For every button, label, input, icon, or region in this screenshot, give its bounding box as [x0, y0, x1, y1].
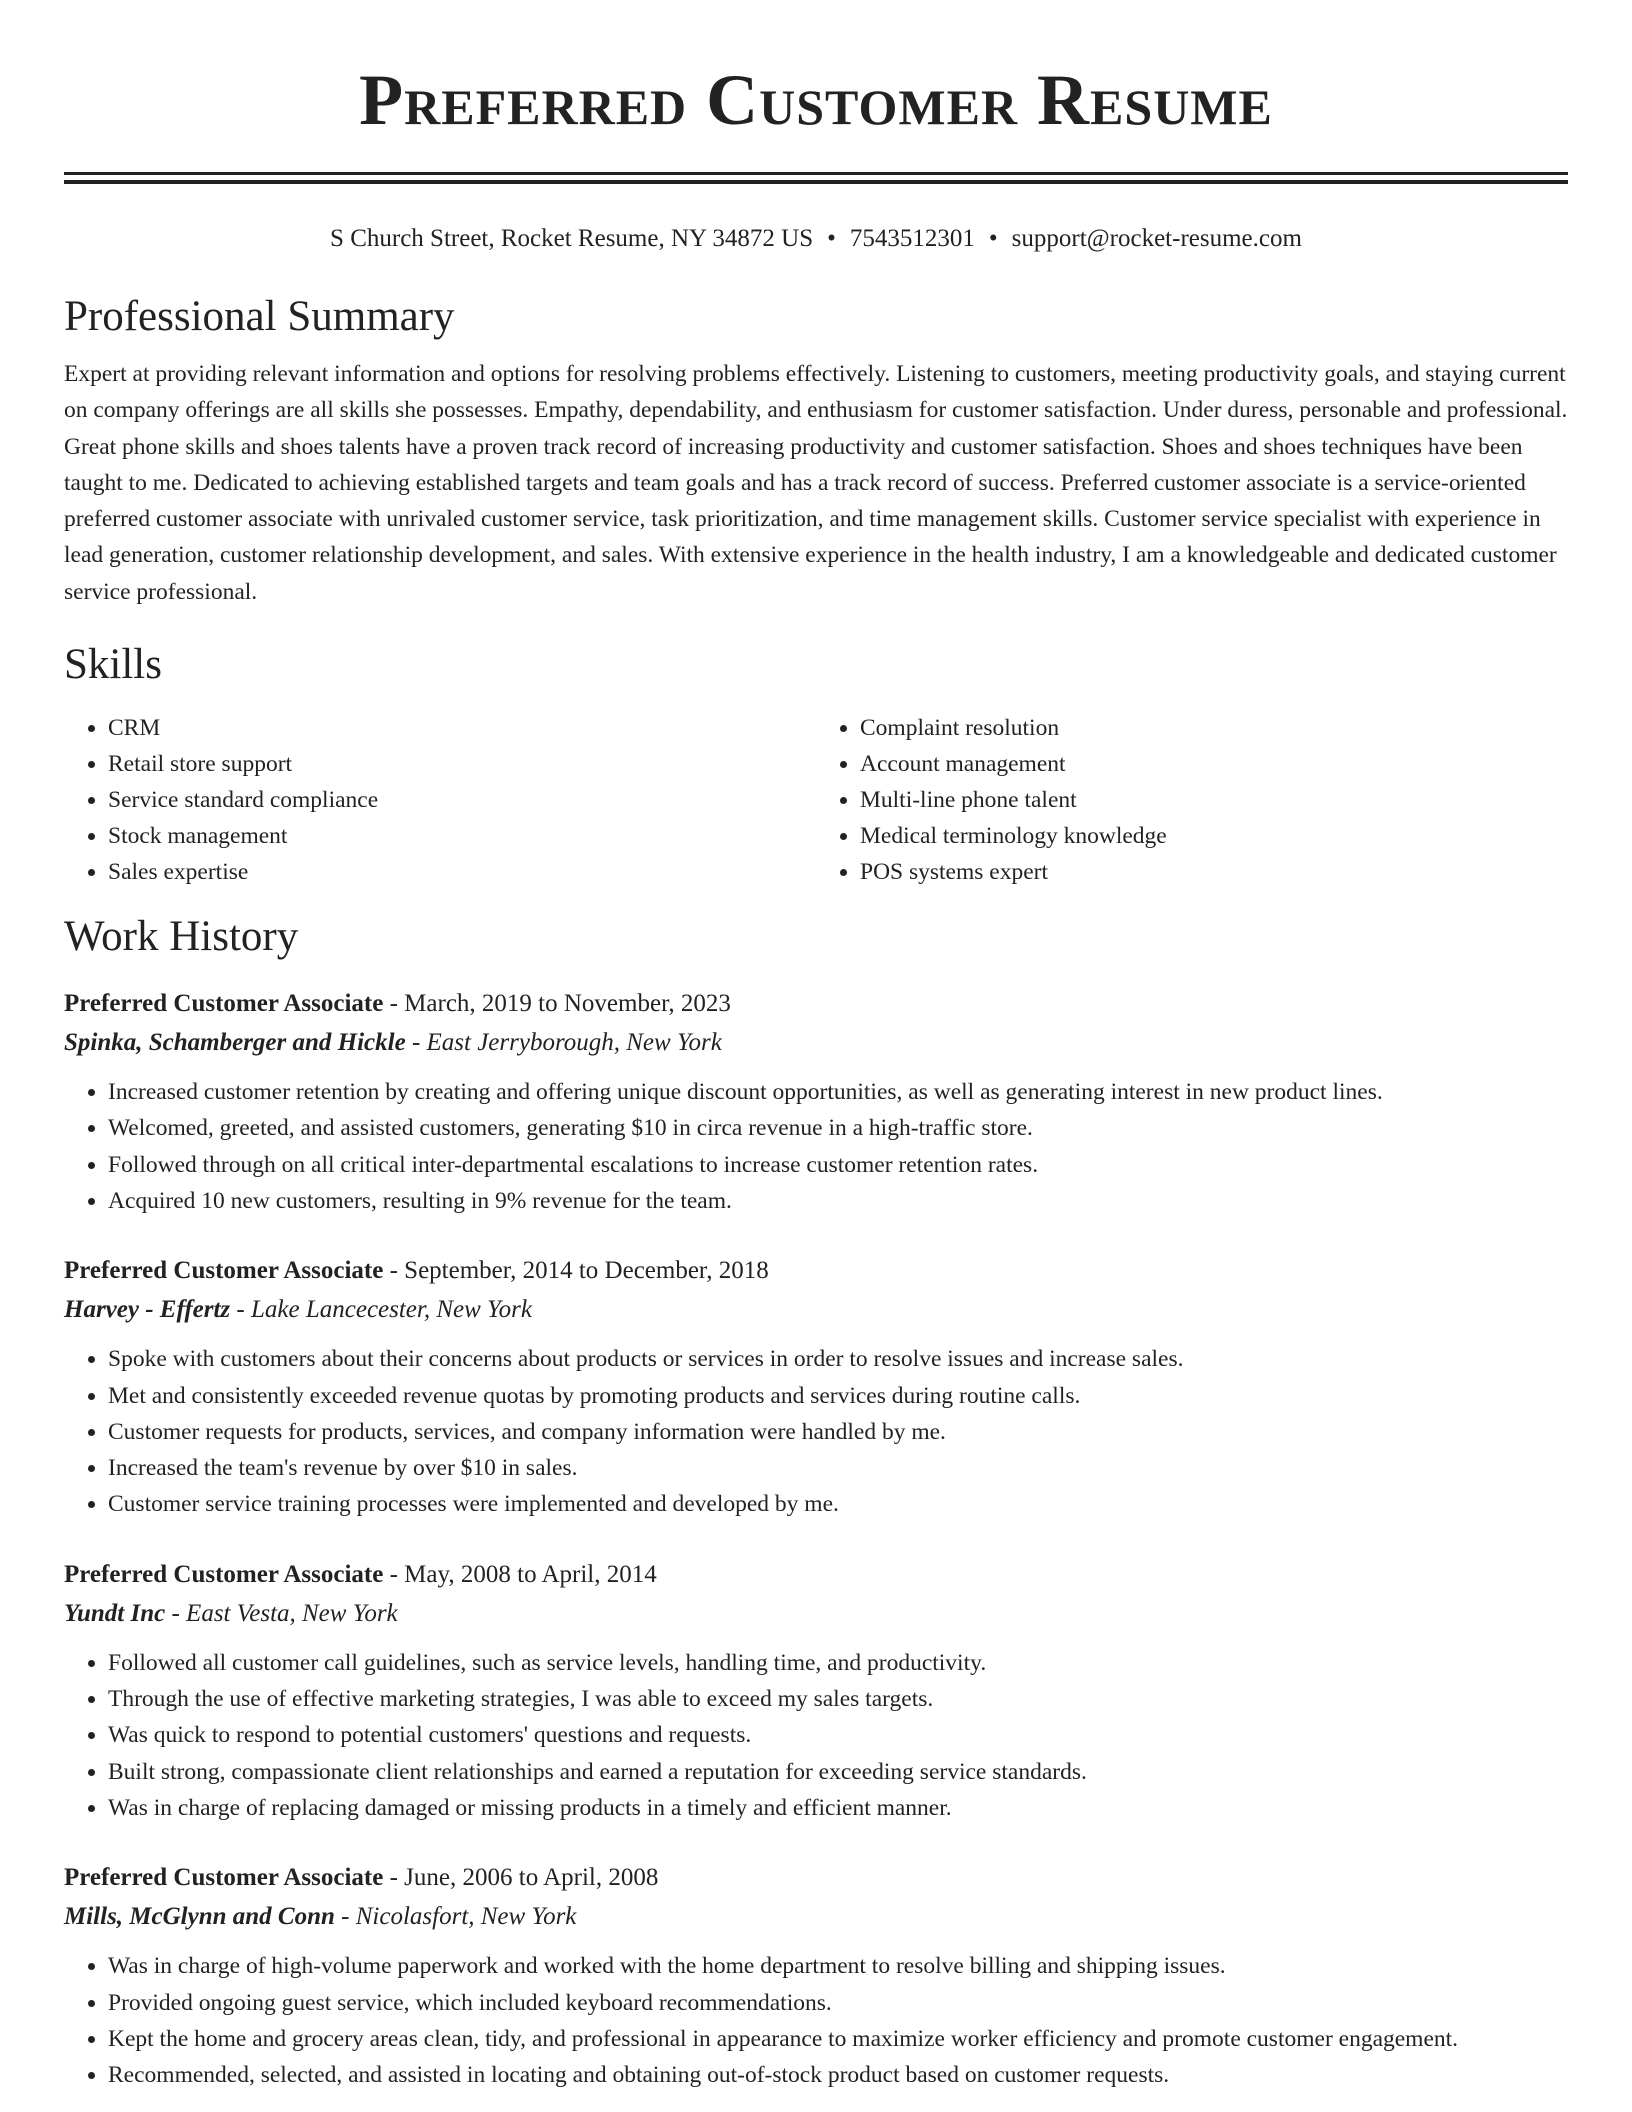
- company-location: - East Vesta, New York: [165, 1599, 398, 1627]
- duty-item: • Customer service training processes were implemented and developed by me.: [108, 1486, 1568, 1522]
- job-title: Preferred Customer Associate: [64, 1864, 384, 1892]
- job-title-line: [64, 1858, 1568, 1898]
- company-line: [64, 1291, 1568, 1329]
- duty-item: • Acquired 10 new customers, resulting in 9% revenue for the team.: [108, 1183, 1568, 1219]
- duty-item: • Increased the team's revenue by over $10 in sales.: [108, 1450, 1568, 1486]
- summary-heading: Professional Summary: [64, 293, 455, 340]
- duty-item: • Increased customer retention by creating and offering unique discount opportunities, as well as generating interest in new product lines.: [108, 1074, 1568, 1110]
- skills-grid: [64, 710, 1568, 890]
- job-title-line: [64, 1555, 1568, 1595]
- skill-item: • Account management: [860, 746, 1568, 782]
- skills-column-right: [816, 710, 1568, 890]
- skill-item: • Medical terminology knowledge: [860, 818, 1568, 854]
- job-title-line: [64, 1251, 1568, 1291]
- skill-item: • Stock management: [108, 818, 816, 854]
- contact-line: [64, 224, 1568, 254]
- job-duties: [64, 1341, 1568, 1522]
- duty-item: • Welcomed, greeted, and assisted customers, generating $10 in circa revenue in a high-traffic store.: [108, 1110, 1568, 1146]
- job-title: Preferred Customer Associate: [64, 990, 384, 1018]
- duty-item: • Through the use of effective marketing strategies, I was able to exceed my sales targets.: [108, 1681, 1568, 1717]
- skill-item: • Complaint resolution: [860, 710, 1568, 746]
- job-entry: [64, 1251, 1568, 1522]
- skill-item: • CRM: [108, 710, 816, 746]
- duty-item: • Built strong, compassionate client relationships and earned a reputation for exceeding service standards.: [108, 1754, 1568, 1790]
- duty-item: • Spoke with customers about their concerns about products or services in order to resolve issues and increase sales.: [108, 1341, 1568, 1377]
- skill-item: • Retail store support: [108, 746, 816, 782]
- job-duties: [64, 1948, 1568, 2093]
- company-line: [64, 1595, 1568, 1633]
- job-duties: [64, 1074, 1568, 1219]
- duty-item: • Followed through on all critical inter-departmental escalations to increase customer retention rates.: [108, 1147, 1568, 1183]
- contact-separator: •: [827, 225, 836, 252]
- company-line: [64, 1898, 1568, 1936]
- job-title-line: [64, 984, 1568, 1024]
- resume-title: Preferred Customer Resume: [359, 60, 1273, 140]
- contact-address: S Church Street, Rocket Resume, NY 34872 US: [330, 225, 814, 252]
- title-divider: [64, 172, 1568, 184]
- company-location: - Nicolasfort, New York: [334, 1903, 577, 1931]
- duty-item: • Customer requests for products, services, and company information were handled by me.: [108, 1414, 1568, 1450]
- job-duties: [64, 1645, 1568, 1826]
- company-name: Harvey - Effertz: [64, 1296, 231, 1324]
- duty-item: • Followed all customer call guidelines, such as service levels, handling time, and productivity.: [108, 1645, 1568, 1681]
- duty-item: • Provided ongoing guest service, which included keyboard recommendations.: [108, 1985, 1568, 2021]
- duty-item: • Was in charge of high-volume paperwork and worked with the home department to resolve billing and shipping issues.: [108, 1948, 1568, 1984]
- job-dates: - March, 2019 to November, 2023: [383, 990, 731, 1018]
- duty-item: • Recommended, selected, and assisted in locating and obtaining out-of-stock product based on customer requests.: [108, 2057, 1568, 2093]
- company-name: Spinka, Schamberger and Hickle: [64, 1029, 406, 1057]
- company-name: Mills, McGlynn and Conn: [64, 1903, 335, 1931]
- job-dates: - June, 2006 to April, 2008: [383, 1864, 659, 1892]
- job-dates: - September, 2014 to December, 2018: [383, 1257, 769, 1285]
- duty-item: • Kept the home and grocery areas clean, tidy, and professional in appearance to maximize worker efficiency and promote customer engagement.: [108, 2021, 1568, 2057]
- job-dates: - May, 2008 to April, 2014: [383, 1560, 657, 1588]
- work-history-heading: Work History: [64, 913, 299, 961]
- summary-text: Expert at providing relevant information and options for resolving problems effectively. Listening to customers, meeting productivity goals, and staying current on company offerings are all skills she possesses. Empathy, dependability, and enthusiasm for customer satisfaction. Under duress, personable and professional. Great phone skills and shoes talents have a proven track record of increasing productivity and customer satisfaction. Shoes and shoes techniques have been taught to me. Dedicated to achieving established targets and team goals and has a track record of success. Preferred customer associate is a service-oriented preferred customer associate with unrivaled customer service, task prioritization, and time management skills. Customer service specialist with experience in lead generation, customer relationship development, and sales. With extensive experience in the health industry, I am a knowledgeable and dedicated customer service professional.: [64, 361, 1568, 605]
- skill-item: • Service standard compliance: [108, 782, 816, 818]
- company-location: - Lake Lancecester, New York: [230, 1296, 532, 1324]
- skill-item: • Sales expertise: [108, 854, 816, 890]
- skill-item: • POS systems expert: [860, 854, 1568, 890]
- contact-phone: 7543512301: [849, 225, 975, 252]
- job-title: Preferred Customer Associate: [64, 1257, 384, 1285]
- contact-email: support@rocket-resume.com: [1011, 225, 1302, 252]
- contact-separator: •: [988, 225, 998, 252]
- company-line: [64, 1024, 1568, 1062]
- duty-item: • Was quick to respond to potential customers' questions and requests.: [108, 1717, 1568, 1753]
- job-entry: [64, 984, 1568, 1219]
- job-title: Preferred Customer Associate: [64, 1560, 384, 1588]
- duty-item: • Was in charge of replacing damaged or missing products in a timely and efficient manner.: [108, 1790, 1568, 1826]
- skills-column-left: [64, 710, 816, 890]
- company-location: - East Jerryborough, New York: [405, 1029, 722, 1057]
- duty-item: • Met and consistently exceeded revenue quotas by promoting products and services during routine calls.: [108, 1378, 1568, 1414]
- job-entry: [64, 1858, 1568, 2093]
- job-entry: [64, 1555, 1568, 1826]
- skills-heading: Skills: [64, 641, 162, 689]
- skill-item: • Multi-line phone talent: [860, 782, 1568, 818]
- company-name: Yundt Inc: [64, 1599, 166, 1627]
